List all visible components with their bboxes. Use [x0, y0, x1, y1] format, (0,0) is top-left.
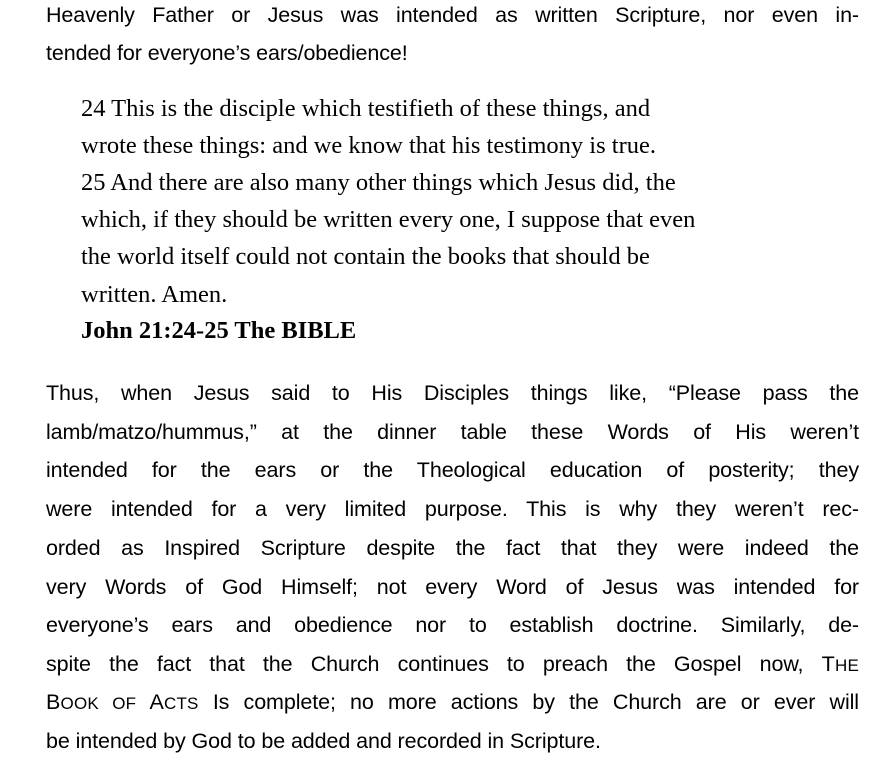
- intro-line-1: Heavenly Father or Jesus was intended as written Scripture, nor even in-: [46, 3, 859, 27]
- body-line: everyone’s ears and obedience nor to establish doctrine. Similarly, de-: [46, 613, 859, 637]
- quote-line: the world itself could not contain the books that should be: [81, 243, 650, 270]
- body-line-text: spite the fact that the Church continues to preach the Gospel now,: [46, 652, 822, 676]
- quote-line: 24 This is the disciple which testifieth of these things, and: [81, 95, 651, 122]
- body-line: [46, 692, 859, 714]
- body-line: [46, 654, 859, 676]
- quote-line: which, if they should be written every one, I suppose that even: [81, 206, 696, 233]
- quote-line: wrote these things: and we know that his testimony is true.: [81, 132, 656, 159]
- small-caps-title: THE: [821, 652, 859, 676]
- body-line: intended for the ears or the Theological education of posterity; they: [46, 458, 859, 482]
- body-line: were intended for a very limited purpose. This is why they weren’t rec-: [46, 497, 859, 521]
- quote-line: written. Amen.: [81, 281, 228, 308]
- quote-line: 25 And there are also many other things which Jesus did, the: [81, 169, 676, 196]
- quote-citation: John 21:24-25 The BIBLE: [81, 317, 357, 344]
- intro-line-2: tended for everyone’s ears/obedience!: [46, 41, 408, 65]
- body-line-text: Is complete; no more actions by the Church are or ever will: [198, 690, 859, 714]
- body-line: lamb/matzo/hummus,” at the dinner table these Words of His weren’t: [46, 420, 859, 444]
- body-line: Thus, when Jesus said to His Disciples things like, “Please pass the: [46, 381, 859, 405]
- small-caps-title: BOOK OF ACTS: [46, 690, 199, 714]
- body-line: very Words of God Himself; not every Word of Jesus was intended for: [46, 575, 859, 599]
- body-line: orded as Inspired Scripture despite the fact that they were indeed the: [46, 536, 859, 560]
- body-line: be intended by God to be added and recorded in Scripture.: [46, 729, 601, 753]
